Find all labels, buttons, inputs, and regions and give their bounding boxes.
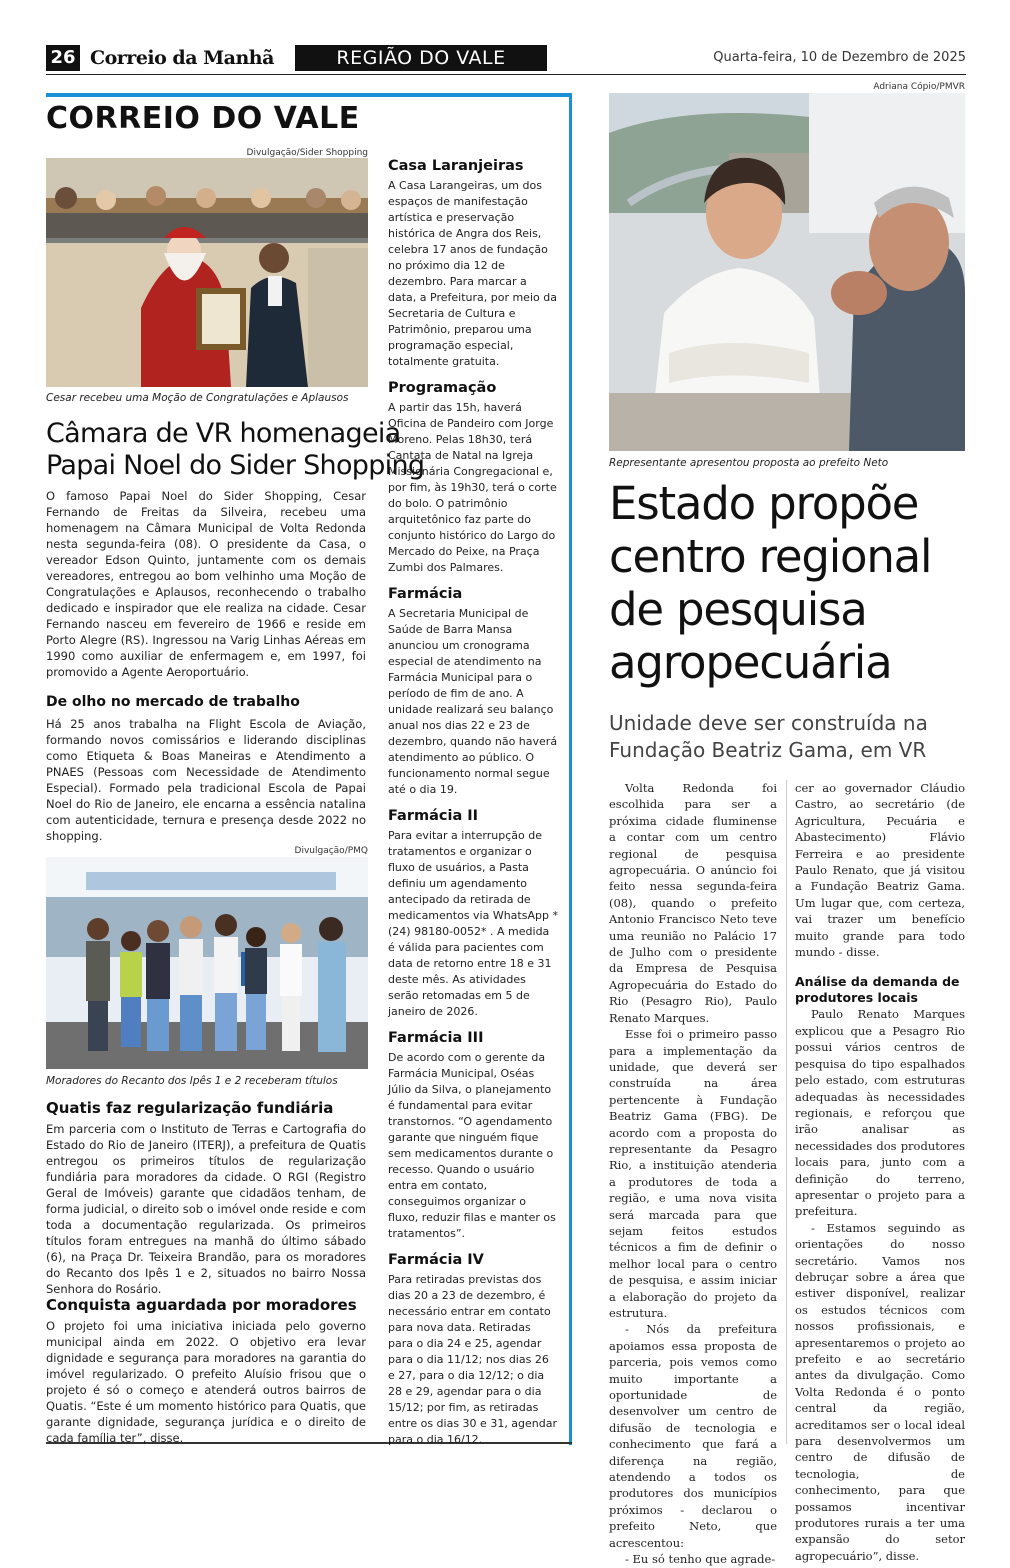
note-body: Para evitar a interrupção de tratamentos e organizar o fluxo de usuários, a Pasta definiu um agendamento antecipado da retirada de medicamentos via WhatsApp *(24) 98180-0052* . A medida é válida para pacientes com data de retorno entre 18 e 31 deste mês. As atividades serão retomadas em 5 de janeiro de 2026. <box>388 829 558 1018</box>
block-side-rule <box>569 93 572 1445</box>
note-section <box>388 158 558 370</box>
note-section <box>388 808 558 1020</box>
note-section <box>388 1030 558 1242</box>
note-body: A Casa Larangeiras, um dos espaços de manifestação artística e preservação histórica de Angra dos Reis, celebra 17 anos de fundação no próximo dia 12 de dezembro. Para marcar a data, a Prefeitura, por meio da Secretaria de Cultura e Patrimônio, preparou uma programação especial, totalmente gratuita. <box>388 179 557 368</box>
paragraph: - Estamos seguindo as orientações do nosso secretário. Vamos nos debruçar sobre a área que estiver disponível, realizar os estudos técnicos com nossos profissionais, e apresentaremos o projeto ao prefeito e ao secretário antes da divulgação. Como Volta Redonda é o ponto central da região, acreditamos ser o local ideal para desenvolvermos um centro de difusão de tecnologia, de conhecimento, para que possamos incentivar produtores rurais a ter uma expansão do setor agropecuário”, disse. <box>795 1220 965 1563</box>
note-title: Farmácia <box>388 586 463 602</box>
note-section <box>388 1252 558 1448</box>
subheading: Conquista aguardada por moradores <box>46 1296 357 1314</box>
note-title: Casa Laranjeiras <box>388 158 524 174</box>
column-kicker: CORREIO DO VALE <box>46 101 360 136</box>
issue-date: Quarta-feira, 10 de Dezembro de 2025 <box>713 50 966 65</box>
paragraph: Volta Redonda foi escolhida para ser a próxima cidade fluminense a contar com um centro regional de pesquisa agropecuária. O anúncio foi feito nessa segunda-feira (08), quando o prefeito Antonio Francisco Neto teve uma reunião no Palácio 17 de Julho com o presidente da Empresa de Pesquisa Agropecuária do Estado do Rio (Pesagro Rio), Paulo Renato Marques. <box>609 781 777 1025</box>
notes-column <box>388 158 558 1448</box>
story-title: Quatis faz regularização fundiária <box>46 1099 334 1117</box>
headline-deck: Unidade deve ser construída na Fundação Beatriz Gama, em VR <box>609 711 928 762</box>
photo-caption: Cesar recebeu uma Moção de Congratulações e Aplausos <box>46 392 349 404</box>
note-body: A Secretaria Municipal de Saúde de Barra Mansa anunciou um cronograma especial de atendimento na Farmácia Municipal para o período de fim de ano. A unidade realizará seu balanço anual nos dias 22 e 23 de dezembro, quando não haverá atendimento ao público. O funcionamento normal segue até o dia 19. <box>388 607 558 796</box>
headline-line: Câmara de VR homenageia <box>46 418 401 449</box>
newspaper-name: Correio da Manhã <box>90 47 274 69</box>
note-body: A partir das 15h, haverá Oficina de Pandeiro com Jorge Moreno. Pelas 18h30, terá Cantata de Natal na Igreja Missionária Congregacional e, por fim, às 19h30, terá o corte do bolo. O patrimônio arquitetônico faz parte do conjunto histórico do Largo do Mercado do Peixe, na Praça Zumbi dos Palmares. <box>388 401 557 574</box>
note-body: Para retiradas previstas dos dias 20 a 23 de dezembro, é necessário entrar em contato para nova data. Retiradas para o dia 24 e 25, agendar para o dia 11/12; nos dias 26 e 27, para o dia 12/12; o dia 28 e 29, agendar para o dia 15/12; por fim, as retiradas entre os dias 30 e 31, agendar para o dia 16/12. <box>388 1273 558 1446</box>
paragraph: - Nós da prefeitura apoiamos essa proposta de parceria, pois vemos como muito importante a oportunidade de desenvolver um centro de difusão de tecnologia e conhecimento que fará a diferença na região, atendendo a todos os produtores dos municípios próximos - declarou o prefeito Neto, que acrescentou: <box>609 1322 777 1550</box>
article-column <box>609 780 777 1568</box>
page-header <box>46 45 966 75</box>
block-top-rule <box>46 93 572 97</box>
paragraph: - Eu só tenho que agrade- <box>625 1552 776 1567</box>
paragraph: Paulo Renato Marques explicou que a Pesagro Rio possui vários centros de pesquisa do tipo espalhados pelo estado, com estruturas adequadas às necessidades regionais, e reforçou que irão analisar as necessidades dos produtores locais para, junto com a definição do terreno, apresentar o projeto para a prefeitura. <box>795 1007 965 1219</box>
photo-caption: Moradores do Recanto dos Ipês 1 e 2 receberam títulos <box>46 1075 338 1087</box>
article-body: Em parceria com o Instituto de Terras e Cartografia do Estado do Rio de Janeiro (ITERJ), a prefeitura de Quatis entregou os primeiros títulos de regularização fundiária para moradores da cidade. O RGI (Registro Geral de Imóveis) garante que cidadãos tenham, de forma judicial, o direito sob o imóvel onde reside e com toda a documentação regularizada. Os primeiros títulos foram entregues na manhã do último sábado (6), na Praça Dr. Teixeira Brandão, para os moradores do Recanto dos Ipês 1 e 2, situados no bairro Nossa Senhora do Rosário. <box>46 1122 366 1296</box>
meeting-photo <box>609 93 965 451</box>
photo-credit: Divulgação/PMQ <box>294 846 368 856</box>
residents-photo <box>46 857 368 1069</box>
section-label: REGIÃO DO VALE <box>295 45 547 71</box>
subheading: Análise da demanda de produtores locais <box>795 974 960 1006</box>
note-title: Farmácia II <box>388 808 479 824</box>
note-title: Programação <box>388 380 497 396</box>
article-body: O projeto foi uma iniciativa iniciada pelo governo municipal ainda em 2022. O objetivo era levar dignidade e segurança para moradores na garantia do imóvel regularizado. O prefeito Aluísio frisou que o projeto é só o começo e atenderá outros bairros de Quatis. “Este é um momento histórico para Quatis, que garante dignidade, segurança jurídica e o direito de cada família ter”, disse. <box>46 1319 366 1445</box>
headline-line: Papai Noel do Sider Shopping <box>46 450 425 481</box>
note-title: Farmácia IV <box>388 1252 484 1268</box>
photo-credit: Divulgação/Sider Shopping <box>246 148 368 158</box>
article-column <box>795 780 965 1564</box>
paragraph: Esse foi o primeiro passo para a implementação da unidade, que deverá ser construída na área pertencente à Fundação Beatriz Gama (FBG). De acordo com a proposta do representante da Pesagro Rio, a instituição atenderia a produtores de toda a região, e uma nova visita será marcada para que sejam feitos estudos técnicos a fim de definir o melhor local para o centro de pesquisa, e assim iniciar a elaboração do projeto da estrutura. <box>609 1027 777 1320</box>
note-body: De acordo com o gerente da Farmácia Municipal, Oséas Júlio da Silva, o planejamento é fundamental para evitar transtornos. “O agendamento garante que ninguém fique sem medicamentos durante o recesso. Quando o usuário entra em contato, conseguimos organizar o fluxo, reduzir filas e manter os tratamentos”. <box>388 1051 556 1240</box>
santa-claus-photo <box>46 158 368 387</box>
note-section <box>388 586 558 798</box>
photo-caption: Representante apresentou proposta ao prefeito Neto <box>609 457 889 469</box>
article-body: O famoso Papai Noel do Sider Shopping, Cesar Fernando de Freitas da Silveira, recebeu uma homenagem na Câmara Municipal de Volta Redonda nesta segunda-feira (08). O presidente da Casa, o vereador Edson Quinto, juntamente com os demais vereadores, entregou ao bom velhinho uma Moção de Congratulações e Aplausos, reconhecendo o trabalho dedicado e inspirador que ele realiza na cidade. Cesar Fernando nasceu em fevereiro de 1966 e reside em Porto Alegre (RS). Ingressou na Varig Linhas Aéreas em 1990 como auxiliar de enfermagem e, em 1997, foi promovido a Agente Aeroportuário. <box>46 489 366 679</box>
photo-credit: Adriana Cópio/PMVR <box>873 82 965 92</box>
main-headline: Estado propõe centro regional de pesquisa agropecuária <box>609 477 932 689</box>
article-body: Há 25 anos trabalha na Flight Escola de Aviação, formando novos comissários e liderando disciplinas como Etiqueta & Boas Maneiras e Atendimento a PNAES (Pessoas com Necessidade de Atendimento Especial). Formado pela tradicional Escola de Papai Noel do Rio de Janeiro, ele encarna a essência natalina com autenticidade, ternura e presença desde 2022 no shopping. <box>46 717 366 843</box>
column-divider <box>786 780 787 1444</box>
subheading: De olho no mercado de trabalho <box>46 694 300 710</box>
page-number: 26 <box>46 45 80 71</box>
note-title: Farmácia III <box>388 1030 484 1046</box>
note-section <box>388 380 558 576</box>
paragraph: cer ao governador Cláudio Castro, ao secretário (de Agricultura, Pecuária e Abastecimento) Flávio Ferreira e ao presidente Paulo Renato, que já visitou a Fundação Beatriz Gama. Um lugar que, com certeza, vai trazer um benefício muito grande para todo mundo - disse. <box>795 781 965 960</box>
